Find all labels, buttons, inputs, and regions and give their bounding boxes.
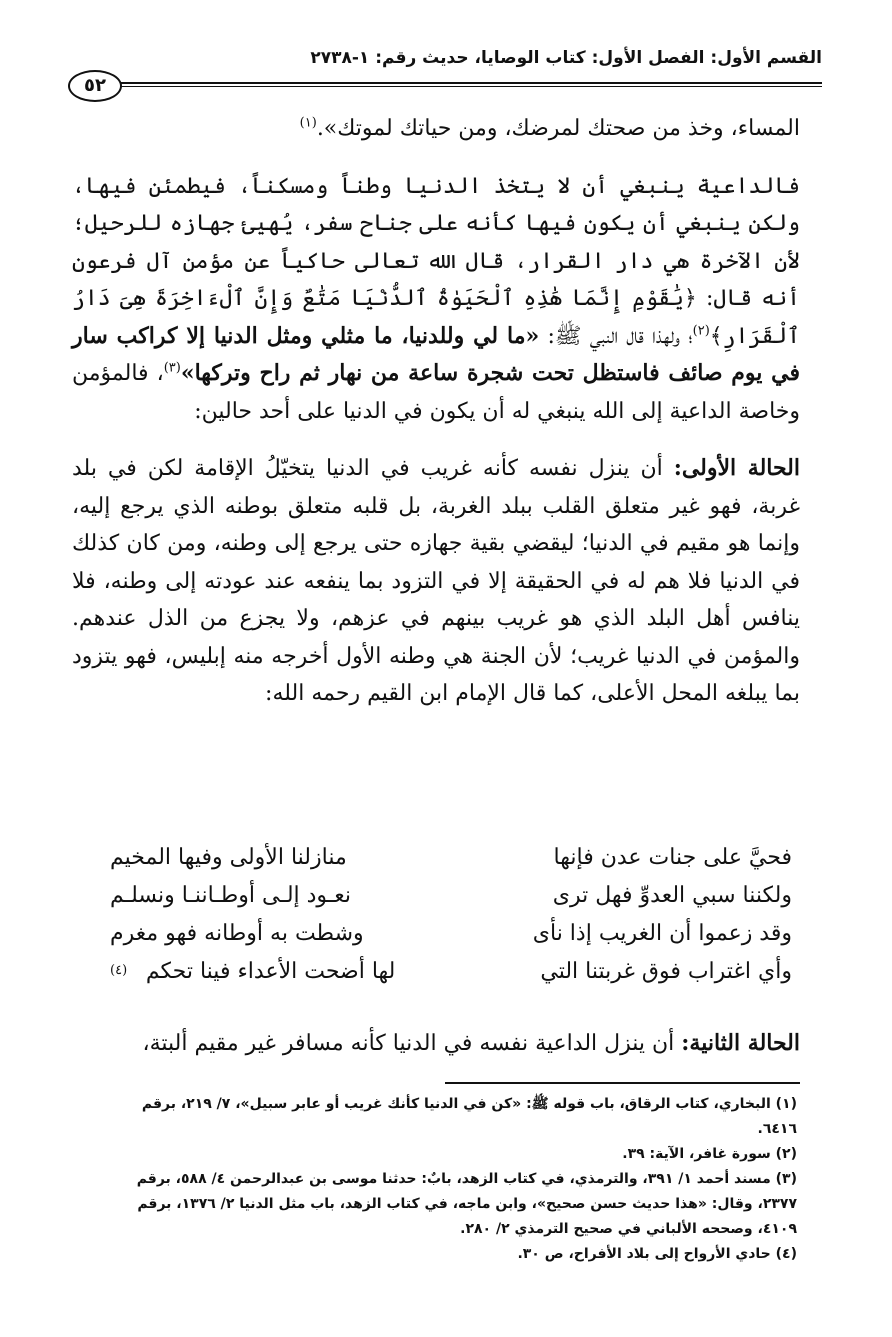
poem-verse [110, 876, 792, 914]
footnote: (١) البخاري، كتاب الرقاق، باب قوله ﷺ: «كن في الدنيا كأنك غريب أو عابر سبيل»، ٧/ ٢١٩، برقم ٦٤١٦. [141, 1096, 797, 1137]
poem [110, 838, 792, 990]
header-rule-thin [115, 86, 822, 87]
poem-verse [110, 914, 792, 952]
page-number: ٥٢ [68, 70, 122, 102]
hadith-quote: «ما لي وللدنيا، ما مثلي ومثل الدنيا إلا كراكب سار في يوم صائف فاستظل تحت شجرة ساعة من نهار ثم راح وتركها» [72, 322, 800, 386]
footnotes [105, 1092, 797, 1267]
verse-second-half: لها أضحت الأعداء فينا تحكم [145, 958, 396, 984]
footnote-ref-2: (٢) [692, 323, 710, 339]
verse-second-half: وشطت به أوطانه فهو مغرم [110, 920, 364, 946]
poem-verse: وأي اغتراب فوق غربتنا التي لها أضحت الأعداء فينا تحكم (٤) [110, 958, 792, 984]
footnote: (٤) حادي الأرواح إلى بلاد الأفراح، ص ٣٠. [517, 1246, 797, 1262]
paragraph-1: المساء، وخذ من صحتك لمرضك، ومن حياتك لموتك».$^{(١)}$ [299, 115, 800, 141]
first-state-label: الحالة الأولى: [673, 455, 800, 481]
poem-verse [110, 838, 792, 876]
running-header [70, 48, 822, 96]
footnote-rule [445, 1082, 800, 1084]
second-state-label: الحالة الثانية: [681, 1030, 800, 1056]
footnote: (٢) سورة غافر، الآية: ٣٩. [622, 1146, 797, 1162]
verse-first-half: وقد زعموا أن الغريب إذا نأى [532, 920, 792, 946]
footnote: (٣) مسند أحمد ١/ ٣٩١، والترمذي، في كتاب الزهد، بابٌ: حدثنا موسى بن عبدالرحمن ٤/ ٥٨٨، برقم ٢٣٧٧، وقال: «هذا حديث حسن صحيح»، وابن ماجه، في كتاب الزهد، باب مثل الدنيا ٢/ ١٣٧٦، برقم ٤١٠٩، وصححه الألباني في صحيح الترمذي ٢/ ٢٨٠. [136, 1171, 797, 1237]
header-rule [115, 82, 822, 84]
paragraph-3: الحالة الأولى: أن ينزل نفسه كأنه غريب في الدنيا يتخيّلُ الإقامة لكن في بلد غربة، فهو غير متعلق القلب ببلد الغربة، بل قلبه متعلق بوطنه الذي يرجع إليه، وإنما هو مقيم في الدنيا؛ ليقضي بقية جهازه حتى يرجع إلى وطنه، ومن كان كذلك في الدنيا فلا هم له في الحقيقة إلا في التزود بما ينفعه عند عودته إلى وطنه، فلا ينافس أهل البلد الذي هو غريب بينهم في عزهم، ولا يجزع من الذل عندهم. والمؤمن في الدنيا غريب؛ لأن الجنة هي وطنه الأول أخرجه منه إبليس، فهو يتزود بما يبلغه المحل الأعلى، كما قال الإمام ابن القيم رحمه الله: [72, 455, 800, 706]
paragraph-4: الحالة الثانية: أن ينزل الداعية نفسه في الدنيا كأنه مسافر غير مقيم ألبتة، [142, 1030, 800, 1056]
main-text [72, 110, 800, 713]
verse-second-half: منازلنا الأولى وفيها المخيم [110, 844, 347, 870]
verse-first-half: ولكننا سبي العدوِّ فهل ترى [552, 882, 792, 908]
header-title: القسم الأول: الفصل الأول: كتاب الوصايا، حديث رقم: ١-٢٧٣٨ [310, 48, 822, 68]
paragraph-2: فالداعية ينبغي أن لا يتخذ الدنيا وطناً ومسكناً، فيطمئن فيها، ولكن ينبغي أن يكون فيها كأنه على جناح سفر، يُهيئ جهازه للرحيل؛ لأن الآخرة هي دار القرار، قال الله تعالى حاكياً عن مؤمن آل فرعون أنه قال: ﴿يَٰقَوْمِ إِنَّمَا هَٰذِهِ ٱلْحَيَوٰةُ ٱلدُّنْيَا مَتَٰعٌ وَإِنَّ ٱلْءَاخِرَةَ هِىَ دَارُ ٱلْقَرَارِ﴾$^{(٢)}$؛ ولهذا قال النبي ﷺ: «ما لي وللدنيا، ما مثلي ومثل الدنيا إلا كراكب سار في يوم صائف فاستظل تحت شجرة ساعة من نهار ثم راح وتركها»$^{(٣)}$، فالمؤمن وخاصة الداعية إلى الله ينبغي له أن يكون في الدنيا على أحد حالين: [72, 173, 800, 424]
verse-first-half: وأي اغتراب فوق غربتنا التي [540, 958, 792, 984]
footnote-ref-1: (١) [299, 115, 317, 131]
footnote-ref-3: (٣) [163, 360, 181, 376]
verse-second-half: نعـود إلـى أوطـاننـا ونسلـم [110, 882, 351, 908]
verse-first-half: فحيَّ على جنات عدن فإنها [553, 844, 792, 870]
